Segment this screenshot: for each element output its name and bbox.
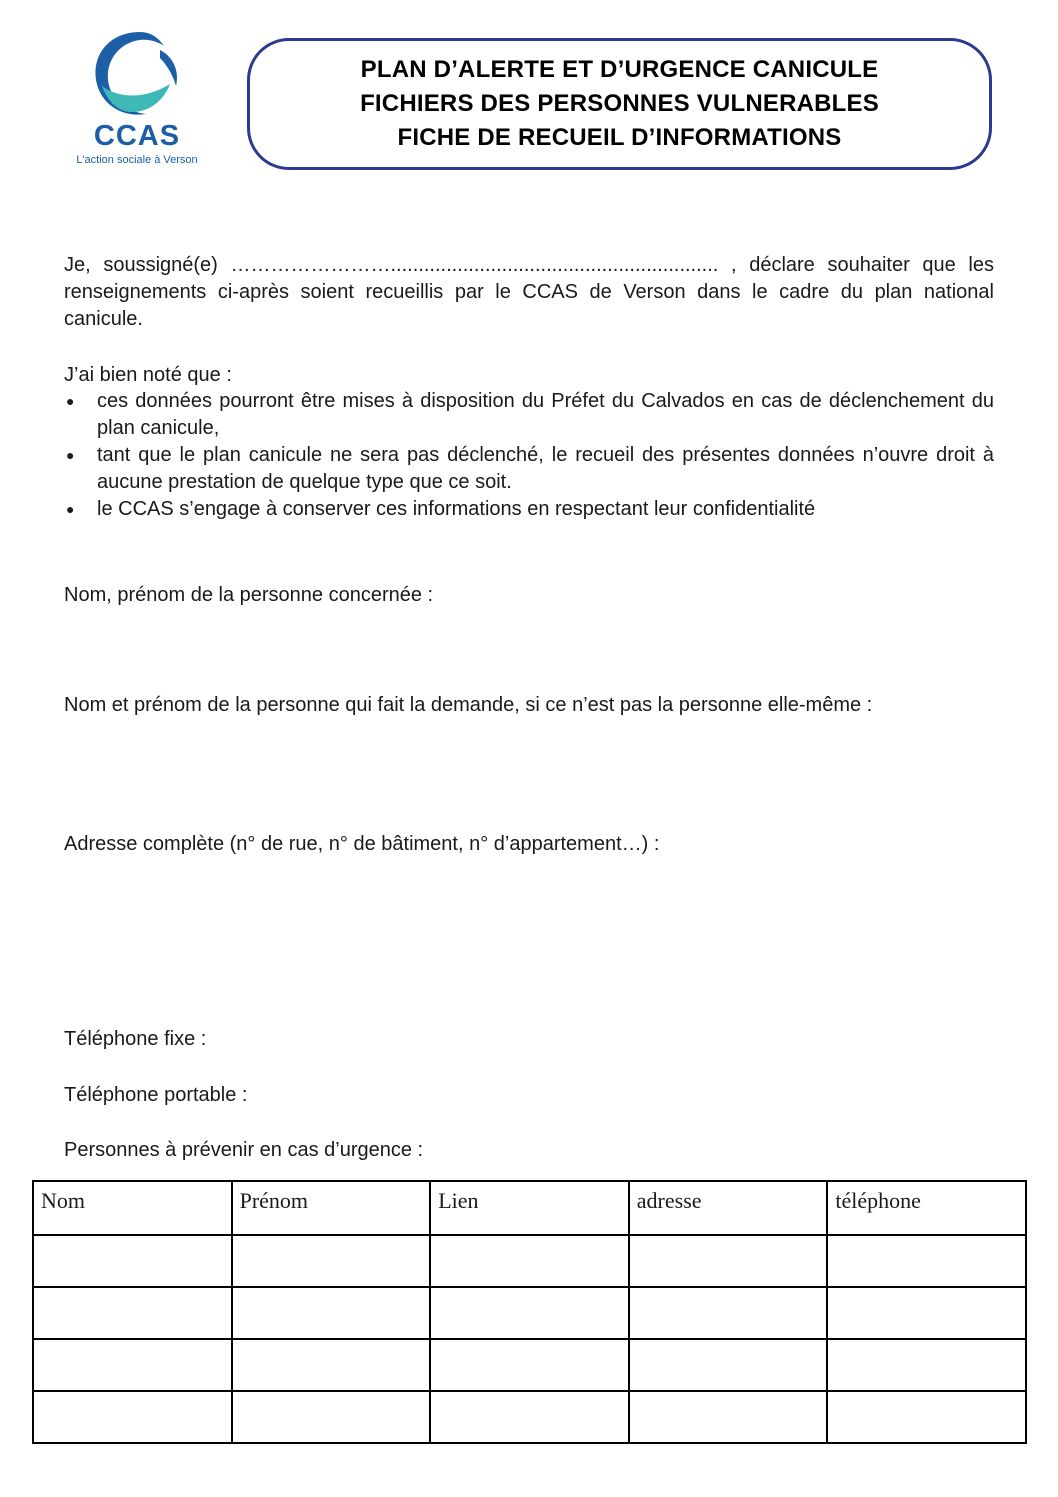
noted-list [64,388,994,523]
list-item: ● tant que le plan canicule ne sera pas déclenché, le recueil des présentes données n’ouvre droit à aucune prestation de quelque type que ce soit. [66,444,994,493]
column-header-lien: Lien [430,1181,629,1235]
table-cell[interactable] [33,1235,232,1287]
address-label: Adresse complète (n° de rue, n° de bâtiment, n° d’appartement…) : [64,833,660,855]
logo-brand: CCAS [93,120,181,152]
table-row [33,1287,1026,1339]
table-cell[interactable] [827,1391,1026,1443]
column-header-adresse: adresse [629,1181,828,1235]
table-cell[interactable] [629,1391,828,1443]
table-cell[interactable] [33,1287,232,1339]
column-header-prenom: Prénom [232,1181,431,1235]
table-row [33,1235,1026,1287]
noted-label: J’ai bien noté que : [64,364,232,386]
ccas-logo [62,28,212,173]
emergency-contacts-table [32,1180,1027,1444]
table-cell[interactable] [827,1339,1026,1391]
table-cell[interactable] [33,1391,232,1443]
table-row [33,1339,1026,1391]
intro-prefix: Je, soussigné(e) [64,254,218,276]
person-name-label: Nom, prénom de la personne concernée : [64,584,434,606]
table-cell[interactable] [430,1287,629,1339]
table-cell[interactable] [629,1287,828,1339]
list-item: ● ces données pourront être mises à disposition du Préfet du Calvados en cas de déclenchement du plan canicule, [66,390,994,439]
table-cell[interactable] [827,1287,1026,1339]
table-cell[interactable] [232,1235,431,1287]
table-cell[interactable] [33,1339,232,1391]
list-item: ● le CCAS s’engage à conserver ces informations en respectant leur confidentialité [64,496,994,523]
table-cell[interactable] [827,1235,1026,1287]
table-cell[interactable] [232,1339,431,1391]
bullet-icon: ● [66,501,75,517]
mobile-label: Téléphone portable : [64,1084,248,1106]
table-cell[interactable] [629,1339,828,1391]
bullet-icon: ● [66,393,75,409]
landline-label: Téléphone fixe : [64,1028,207,1050]
table-row [33,1391,1026,1443]
bullet-icon: ● [66,447,75,463]
table-cell[interactable] [430,1235,629,1287]
column-header-nom: Nom [33,1181,232,1235]
column-header-telephone: téléphone [827,1181,1026,1235]
emergency-contacts-label: Personnes à prévenir en cas d’urgence : [64,1139,424,1161]
table-cell[interactable] [430,1391,629,1443]
table-cell[interactable] [232,1391,431,1443]
name-fill-in-dots[interactable]: ……………………........................................................... [230,254,719,276]
ccas-emblem-icon [88,28,188,120]
intro-paragraph [64,252,994,333]
intro-suffix: , déclare souhaiter que les renseignements ci-après soient recueillis par le CCAS de Verson dans le cadre du plan national canicule. [64,254,994,330]
table-cell[interactable] [629,1235,828,1287]
title-line-3: FICHE DE RECUEIL D’INFORMATIONS [397,124,842,151]
requester-name-label: Nom et prénom de la personne qui fait la demande, si ce n’est pas la personne elle-même : [64,694,873,716]
table-cell[interactable] [232,1287,431,1339]
title-box [247,38,992,170]
title-line-2: FICHIERS DES PERSONNES VULNERABLES [360,90,879,117]
table-cell[interactable] [430,1339,629,1391]
title-line-1: PLAN D’ALERTE ET D’URGENCE CANICULE [360,56,879,83]
logo-tagline: L'action sociale à Verson [76,154,198,166]
table-header-row [33,1181,1026,1235]
